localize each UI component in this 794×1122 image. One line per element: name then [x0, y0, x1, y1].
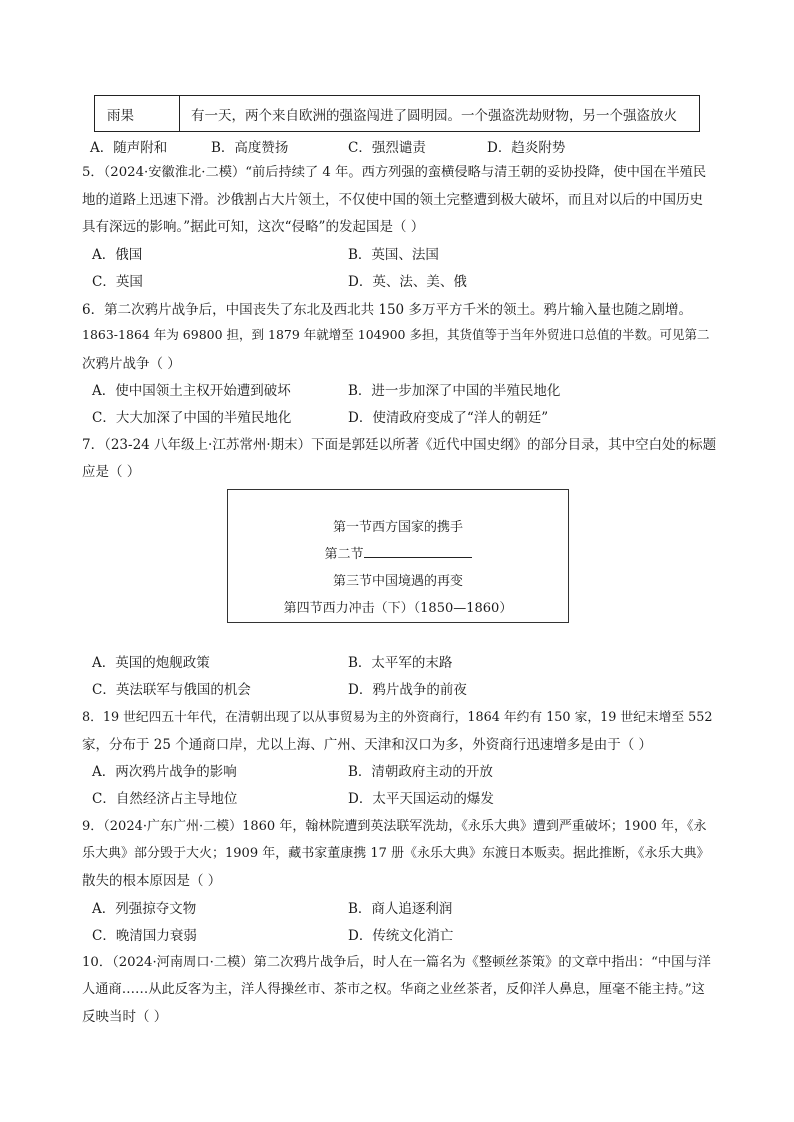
q8-line-2: 家，分布于 25 个通商口岸，尤以上海、广州、天津和汉口为多，外资商行迅速增多是由于（ ）: [82, 737, 653, 753]
q6-line-3: 次鸦片战争（ ）: [82, 356, 181, 372]
q6-option-c: C．大大加深了中国的半殖民地化: [92, 410, 292, 426]
q9-option-a: A．列强掠夺文物: [92, 901, 197, 917]
q6-option-d: D．使清政府变成了“洋人的朝廷”: [348, 410, 549, 426]
q6-line-2: 1863-1864 年为 69800 担，到 1879 年就增至 104900 多担，其货值等于当年外贸进口总值的半数。可见第二: [82, 327, 710, 342]
q6-option-a: A．使中国领土主权开始遭到破坏: [92, 383, 291, 399]
q8-option-c: C．自然经济占主导地位: [92, 791, 238, 807]
q9-option-b: B．商人追逐利润: [348, 901, 453, 917]
q5-option-d: D．英、法、美、俄: [348, 274, 467, 290]
toc-entry-2-label: 第二节: [324, 547, 364, 562]
q9-line-3: 散失的根本原因是（ ）: [82, 873, 222, 889]
q7-option-a: A．英国的炮舰政策: [92, 655, 210, 671]
q9-line-1: 9．（2024·广东广州·二模）1860 年，翰林院遭到英法联军洗劫，《永乐大典》遭到严重破坏；1900 年，《永: [82, 819, 707, 834]
toc-entry-4: 第四节西力冲击（下）（1850—1860）: [283, 601, 513, 616]
quote-table-text: 有一天，两个来自欧洲的强盗闯进了圆明园。一个强盗洗劫财物，另一个强盗放火: [191, 108, 677, 124]
q8-option-b: B．清朝政府主动的开放: [348, 764, 493, 780]
q9-option-c: C．晚清国力衰弱: [92, 928, 197, 944]
q7-option-c: C．英法联军与俄国的机会: [92, 682, 251, 698]
q10-line-3: 反映当时（ ）: [82, 1009, 168, 1025]
q5-line-1: 5．（2024·安徽淮北·二模）“前后持续了 4 年。西方列强的蛮横侵略与清王朝的妥协投降，使中国在半殖民: [82, 165, 707, 180]
q7-line-1: 7．（23-24 八年级上·江苏常州·期末）下面是郭廷以所著《近代中国史纲》的部分目录，其中空白处的标题: [82, 437, 717, 453]
q5-option-b: B．英国、法国: [348, 247, 439, 263]
toc-box: [227, 489, 569, 623]
q5-line-2: 地的道路上迅速下滑。沙俄割占大片领土，不仅使中国的领土完整遭到极大破坏，而且对以后的中国历史: [82, 192, 703, 208]
q5-option-a: A．俄国: [92, 247, 143, 263]
q7-option-d: D．鸦片战争的前夜: [348, 682, 467, 698]
q7-option-b: B．太平军的末路: [348, 655, 453, 671]
q8-line-1: 8．19 世纪四五十年代，在清朝出现了以从事贸易为主的外资商行，1864 年约有 150 家，19 世纪末增至 552: [82, 710, 713, 725]
q9-line-2: 乐大典》部分毁于大火；1909 年，藏书家董康携 17 册《永乐大典》东渡日本贩卖。据此推断，《永乐大典》: [82, 846, 710, 861]
q8-option-a: A．两次鸦片战争的影响: [92, 764, 237, 780]
q5-line-3: 具有深远的影响。”据此可知，这次“侵略”的发起国是（ ）: [82, 219, 425, 235]
q6-option-b: B．进一步加深了中国的半殖民地化: [348, 383, 561, 399]
q10-line-1: 10．（2024·河南周口·二模）第二次鸦片战争后，时人在一篇名为《整顿丝茶策》的文章中指出：“中国与洋: [82, 955, 711, 970]
q8-option-d: D．太平天国运动的爆发: [348, 791, 494, 807]
q6-line-1: 6．第二次鸦片战争后，中国丧失了东北及西北共 150 多万平方千米的领土。鸦片输入量也随之剧增。: [82, 302, 692, 318]
quote-table-word: 雨果: [107, 108, 134, 124]
toc-entry-1: 第一节西方国家的携手: [332, 520, 463, 535]
quote-table-word-cell: [95, 96, 180, 131]
q4-option-d: D．趋炎附势: [487, 140, 566, 156]
q4-option-c: C．强烈谴责: [348, 140, 426, 156]
toc-entry-3: 第三节中国境遇的再变: [332, 574, 463, 589]
quote-table: [94, 95, 700, 132]
q4-option-a: A．随声附和: [90, 140, 168, 156]
toc-entry-2: [228, 543, 568, 562]
q9-option-d: D．传统文化消亡: [348, 928, 454, 944]
q5-option-c: C．英国: [92, 274, 143, 290]
q10-line-2: 人通商……从此反客为主，洋人得操丝市、茶市之权。华商之业丝茶者，反仰洋人鼻息，厘毫不能主持。”这: [82, 982, 705, 997]
q7-line-2: 应是（ ）: [82, 464, 141, 480]
q4-option-b: B．高度赞扬: [211, 140, 289, 156]
toc-blank-line: [364, 543, 472, 558]
